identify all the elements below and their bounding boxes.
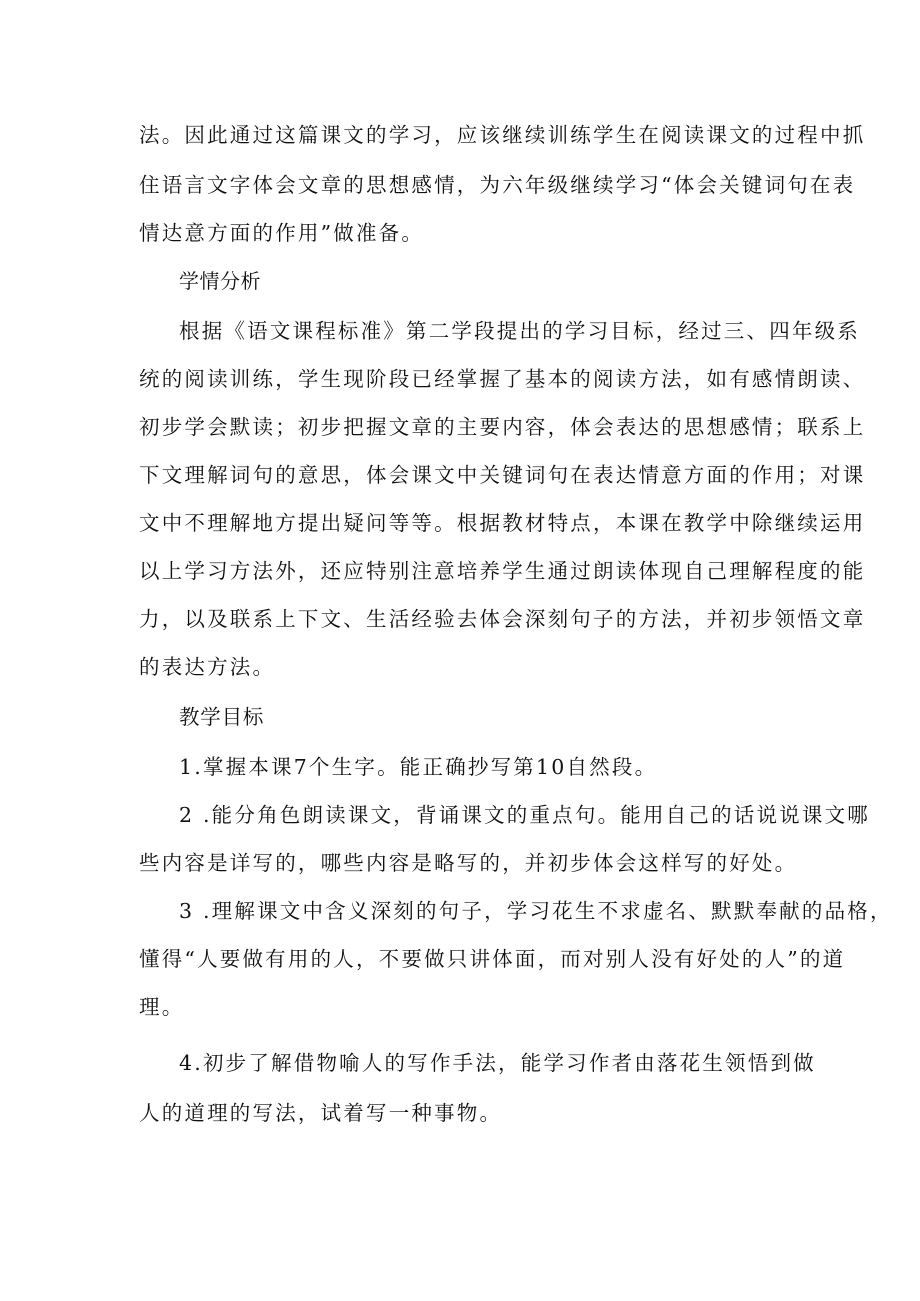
section-heading-analysis: 学情分析 [179,269,261,293]
objective-item-1: 1.掌握本课7个生字。能正确抄写第10自然段。 [179,755,658,779]
intro-line-3: 情达意方面的作用”做准备。 [139,221,425,245]
analysis-line-5: 文中不理解地方提出疑问等等。根据教材特点，本课在教学中除继续运用 [139,511,866,535]
objective-item-3-line-3: 理。 [139,995,185,1019]
analysis-line-7: 力，以及联系上下文、生活经验去体会深刻句子的方法，并初步领悟文章 [139,607,866,631]
objective-item-4-line-1: 4.初步了解借物喻人的写作手法，能学习作者由落花生领悟到做 [179,1051,816,1075]
objective-item-3-line-2: 懂得“人要做有用的人，不要做只讲体面，而对别人没有好处的人”的道 [139,947,846,971]
analysis-line-6: 以上学习方法外，还应特别注意培养学生通过朗读体现自己理解程度的能 [139,559,866,583]
analysis-line-2: 统的阅读训练，学生现阶段已经掌握了基本的阅读方法，如有感情朗读、 [139,367,866,391]
objective-item-4-line-2: 人的道理的写法，试着写一种事物。 [139,1101,503,1125]
intro-line-2: 住语言文字体会文章的思想感情，为六年级继续学习“体会关键词句在表 [139,173,856,197]
section-heading-objectives: 教学目标 [179,705,265,729]
analysis-line-3: 初步学会默读；初步把握文章的主要内容，体会表达的思想感情；联系上 [139,415,866,439]
objective-item-2-line-1: 2 .能分角色朗读课文，背诵课文的重点句。能用自己的话说说课文哪 [179,803,870,827]
analysis-line-8: 的表达方法。 [139,655,276,679]
objective-item-3-line-1: 3 .理解课文中含义深刻的句子，学习花生不求虚名、默默奉献的品格， [179,899,893,923]
intro-line-1: 法。因此通过这篇课文的学习，应该继续训练学生在阅读课文的过程中抓 [139,123,866,147]
analysis-line-1: 根据《语文课程标准》第二学段提出的学习目标，经过三、四年级系 [179,319,860,343]
analysis-line-4: 下文理解词句的意思，体会课文中关键词句在表达情意方面的作用；对课 [139,463,866,487]
objective-item-2-line-2: 些内容是详写的，哪些内容是略写的，并初步体会这样写的好处。 [139,851,798,875]
